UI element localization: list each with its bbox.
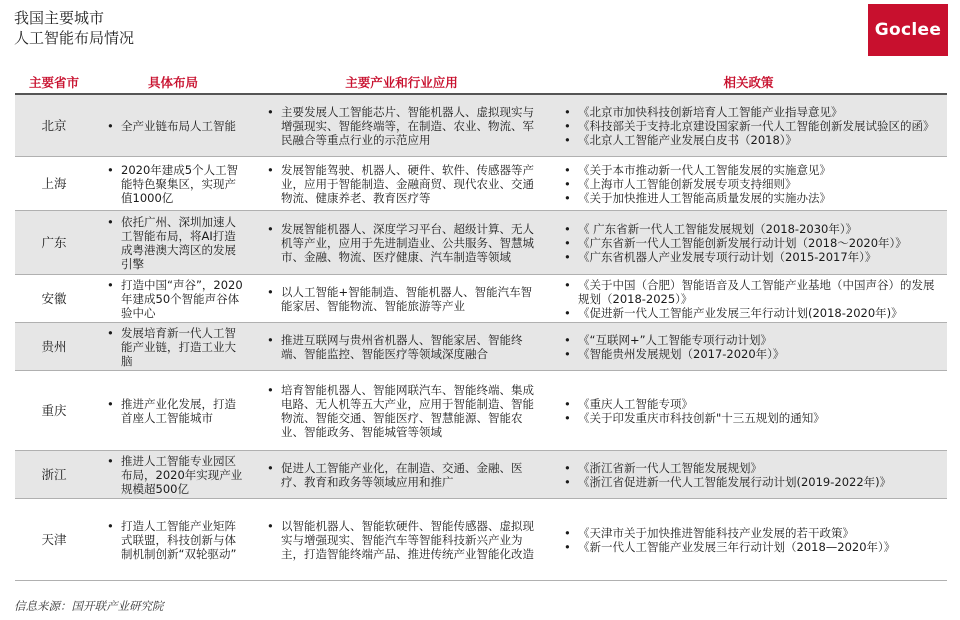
header-policy: 相关政策	[723, 75, 774, 90]
policy-cell	[550, 275, 947, 322]
table-row	[15, 499, 947, 581]
list-item: • 《促进新一代人工智能产业发展三年行动计划(2018-2020年)》	[554, 306, 941, 320]
policy-cell	[550, 371, 947, 450]
list-item: • 《北京市加快科技创新培育人工智能产业指导意见》	[554, 105, 941, 119]
layout-cell	[93, 323, 253, 370]
industry-cell	[253, 371, 550, 450]
city-table	[15, 95, 947, 581]
table-row	[15, 451, 947, 499]
list-item: • 《广东省新一代人工智能创新发展行动计划（2018～2020年）》	[554, 236, 941, 250]
province-cell: 广东	[41, 234, 67, 250]
industry-cell	[253, 451, 550, 498]
layout-list	[101, 326, 247, 368]
list-item: • 推进人工智能专业园区布局，2020年实现产业规模超500亿	[101, 454, 247, 496]
header-province: 主要省市	[28, 75, 79, 90]
table-row	[15, 157, 947, 211]
policy-cell	[550, 95, 947, 156]
layout-cell	[93, 275, 253, 322]
policy-cell	[550, 157, 947, 210]
industry-list	[261, 163, 542, 205]
policy-list	[554, 163, 941, 205]
industry-list	[261, 222, 542, 264]
policy-cell	[550, 499, 947, 580]
layout-list	[101, 163, 247, 205]
list-item: • 《关于中国（合肥）智能语音及人工智能产业基地（中国声谷）的发展规划（2018-2025）》	[554, 278, 941, 306]
policy-list	[554, 333, 941, 361]
list-item: • 《新一代人工智能产业发展三年行动计划（2018—2020年）》	[554, 540, 941, 554]
layout-list	[101, 397, 247, 425]
industry-list	[261, 461, 542, 489]
list-item: • 《重庆人工智能专项》	[554, 397, 941, 411]
layout-cell	[93, 211, 253, 274]
source-note: 信息来源：国开联产业研究院	[14, 599, 164, 613]
layout-cell	[93, 371, 253, 450]
list-item: • 发展培育新一代人工智能产业链，打造工业大脑	[101, 326, 247, 368]
table-row	[15, 371, 947, 451]
industry-cell	[253, 275, 550, 322]
layout-list	[101, 215, 247, 271]
title-line-2: 人工智能布局情况	[14, 29, 135, 47]
header-industry: 主要产业和行业应用	[345, 75, 458, 90]
list-item: • 《浙江省新一代人工智能发展规划》	[554, 461, 941, 475]
list-item: • 《智能贵州发展规划（2017-2020年）》	[554, 347, 941, 361]
list-item: • 推进产业化发展，打造首座人工智能城市	[101, 397, 247, 425]
layout-cell	[93, 157, 253, 210]
province-cell: 安徽	[41, 290, 67, 306]
list-item: • 《 广东省新一代人工智能发展规划（2018-2030年）》	[554, 222, 941, 236]
layout-cell	[93, 95, 253, 156]
list-item: • 全产业链布局人工智能	[101, 119, 247, 133]
policy-cell	[550, 323, 947, 370]
table-row	[15, 275, 947, 323]
list-item: • 《关于印发重庆市科技创新"十三五规划的通知》	[554, 411, 941, 425]
province-cell: 上海	[41, 175, 67, 191]
header-layout: 具体布局	[147, 75, 198, 90]
province-cell: 重庆	[41, 402, 67, 418]
province-cell: 贵州	[41, 338, 67, 354]
policy-list	[554, 526, 941, 554]
layout-list	[101, 519, 247, 561]
policy-cell	[550, 211, 947, 274]
policy-list	[554, 397, 941, 425]
industry-cell	[253, 499, 550, 580]
layout-cell	[93, 451, 253, 498]
list-item: • 《浙江省促进新一代人工智能发展行动计划(2019-2022年)》	[554, 475, 941, 489]
table-row	[15, 323, 947, 371]
list-item: • 《关于本市推动新一代人工智能发展的实施意见》	[554, 163, 941, 177]
goclee-logo: Goclee	[868, 4, 948, 56]
list-item: • 《关于加快推进人工智能高质量发展的实施办法》	[554, 191, 941, 205]
list-item: • 打造中国“声谷”，2020年建成50个智能声谷体验中心	[101, 278, 247, 320]
industry-list	[261, 285, 542, 313]
list-item: • 《广东省机器人产业发展专项行动计划（2015-2017年）》	[554, 250, 941, 264]
list-item: • 发展智能驾驶、机器人、硬件、软件、传感器等产业，应用于智能制造、金融商贸、现代农业、交通物流、健康养老、教育医疗等	[261, 163, 542, 205]
province-cell: 浙江	[41, 466, 67, 482]
industry-list	[261, 519, 542, 561]
table-row	[15, 95, 947, 157]
industry-list	[261, 105, 542, 147]
industry-cell	[253, 323, 550, 370]
industry-cell	[253, 157, 550, 210]
list-item: • 《上海市人工智能创新发展专项支持细则》	[554, 177, 941, 191]
title-line-1: 我国主要城市	[14, 9, 105, 27]
list-item: • 发展智能机器人、深度学习平台、超级计算、无人机等产业，应用于先进制造业、公共服务、智慧城市、金融、物流、医疗健康、汽车制造等领域	[261, 222, 542, 264]
list-item: • 推进互联网与贵州省机器人、智能家居、智能终端、智能监控、智能医疗等领域深度融合	[261, 333, 542, 361]
layout-list	[101, 278, 247, 320]
layout-list	[101, 119, 247, 133]
industry-list	[261, 383, 542, 439]
policy-list	[554, 105, 941, 147]
list-item: • 以人工智能+智能制造、智能机器人、智能汽车智能家居、智能物流、智能旅游等产业	[261, 285, 542, 313]
industry-cell	[253, 95, 550, 156]
list-item: • 《“互联网+”人工智能专项行动计划》	[554, 333, 941, 347]
province-cell: 北京	[41, 117, 67, 133]
list-item: • 主要发展人工智能芯片、智能机器人、虚拟现实与增强现实、智能终端等，在制造、农业、物流、军民融合等重点行业的示范应用	[261, 105, 542, 147]
page-title	[14, 8, 134, 48]
industry-list	[261, 333, 542, 361]
industry-cell	[253, 211, 550, 274]
list-item: • 依托广州、深圳加速人工智能布局，将AI打造成粤港澳大湾区的发展引擎	[101, 215, 247, 271]
list-item: • 《北京人工智能产业发展白皮书（2018）》	[554, 133, 941, 147]
list-item: • 《科技部关于支持北京建设国家新一代人工智能创新发展试验区的函》	[554, 119, 941, 133]
list-item: • 以智能机器人、智能软硬件、智能传感器、虚拟现实与增强现实、智能汽车等智能科技新兴产业为主，打造智能终端产品、推进传统产业智能化改造	[261, 519, 542, 561]
list-item: • 2020年建成5个人工智能特色聚集区，实现产值1000亿	[101, 163, 247, 205]
province-cell: 天津	[41, 531, 67, 547]
list-item: • 打造人工智能产业矩阵式联盟，科技创新与体制机制创新“双轮驱动”	[101, 519, 247, 561]
table-row	[15, 211, 947, 275]
layout-list	[101, 454, 247, 496]
list-item: • 促进人工智能产业化，在制造、交通、金融、医疗、教育和政务等领域应用和推广	[261, 461, 542, 489]
layout-cell	[93, 499, 253, 580]
table-header	[15, 71, 947, 95]
policy-cell	[550, 451, 947, 498]
list-item: • 《天津市关于加快推进智能科技产业发展的若干政策》	[554, 526, 941, 540]
policy-list	[554, 222, 941, 264]
policy-list	[554, 278, 941, 320]
list-item: • 培育智能机器人、智能网联汽车、智能终端、集成电路、无人机等五大产业，应用于智能制造、智能物流、智能交通、智能医疗、智慧能源、智能农业、智能政务、智能城管等领域	[261, 383, 542, 439]
policy-list	[554, 461, 941, 489]
